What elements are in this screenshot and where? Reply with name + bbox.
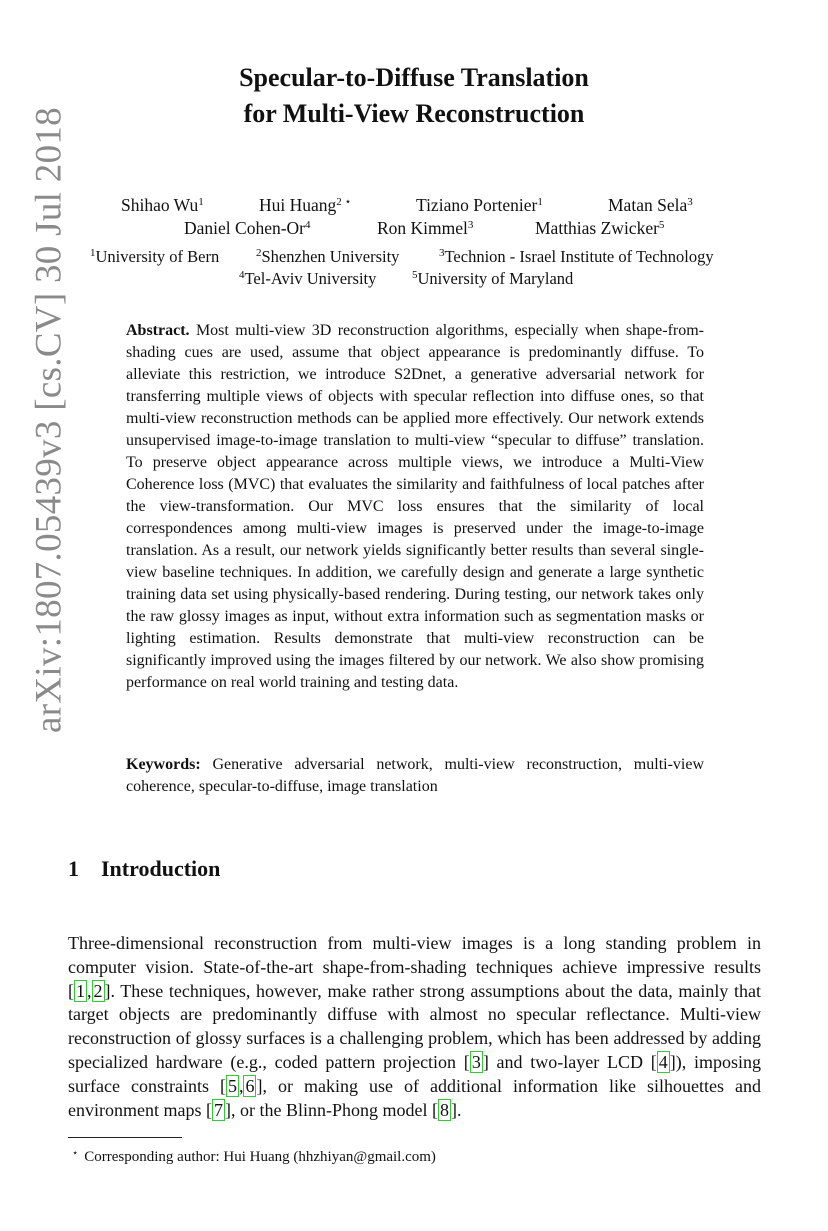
citation-link[interactable]: 7	[213, 1099, 223, 1120]
footnote-mark: ⋆	[72, 1148, 79, 1159]
keywords-label: Keywords:	[126, 756, 201, 773]
author-4: Matan Sela$^3$	[608, 195, 693, 215]
citation-link[interactable]: 3	[471, 1051, 481, 1072]
abstract-text: Most multi-view 3D reconstruction algorithms, especially when shape-from-shading cues are used, assume that object appearance is predominantly diffuse. To alleviate this restriction, we introduce S2Dnet, a generative adversarial network for transferring multiple views of objects with specular reflection into diffuse ones, so that multi-view reconstruction methods can be applied more effectively. Our network extends unsupervised image-to-image translation to multi-view “specular to diffuse” translation. To preserve object appearance across multiple views, we introduce a Multi-View Coherence loss (MVC) that evaluates the similarity and faithfulness of local patches after the view-transformation. Our MVC loss ensures that the similarity of local correspondences among multi-view images is preserved under the image-to-image translation. As a result, our network yields significantly better results than several single-view baseline techniques. In addition, we carefully design and generate a large synthetic training data set using physically-based rendering. During testing, our network takes only the raw glossy images as input, without extra information such as segmentation masks or lighting estimation. Results demonstrate that multi-view reconstruction can be significantly improved using the images filtered by our network. We also show promising performance on real world training and testing data.	[126, 322, 705, 691]
citation-link[interactable]: 2	[93, 980, 103, 1001]
arxiv-identifier: arXiv:1807.05439v3 [cs.CV] 30 Jul 2018	[28, 107, 70, 733]
affiliation-2: $^2$Shenzhen University	[256, 247, 400, 266]
author-1: Shihao Wu$^1$	[121, 195, 204, 215]
citation-link[interactable]: 1	[76, 980, 85, 1001]
arxiv-sidebar	[22, 60, 76, 780]
abstract	[126, 320, 704, 694]
affiliation-3: $^3$Technion - Israel Institute of Technology	[439, 247, 714, 266]
author-7: Matthias Zwicker$^5$	[535, 218, 665, 238]
footnote	[72, 1148, 436, 1166]
citation-link[interactable]: 5	[227, 1075, 237, 1096]
keywords	[126, 754, 704, 798]
section-heading	[68, 856, 220, 882]
section-title: Introduction	[101, 856, 221, 881]
abstract-label: Abstract.	[126, 322, 190, 339]
section-number: 1	[68, 856, 79, 881]
paper-title-line-2: for Multi-View Reconstruction	[243, 99, 585, 128]
author-2: Hui Huang$^{2 ⋆}$	[259, 195, 352, 215]
citation-link[interactable]: 8	[439, 1099, 449, 1120]
footnote-text: Corresponding author: Hui Huang (hhzhiyan@gmail.com)	[84, 1149, 436, 1165]
affiliation-4: $^4$Tel-Aviv University	[239, 269, 377, 288]
affiliation-5: $^5$University of Maryland	[412, 269, 574, 288]
author-5: Daniel Cohen-Or$^4$	[184, 218, 311, 238]
author-3: Tiziano Portenier$^1$	[416, 195, 543, 215]
affiliation-1: $^1$University of Bern	[90, 247, 220, 266]
author-6: Ron Kimmel$^3$	[377, 218, 474, 238]
keywords-text: Generative adversarial network, multi-view reconstruction, multi-view coherence, specular-to-diffuse, image translation	[126, 756, 705, 795]
citation-link[interactable]: 4	[658, 1051, 668, 1072]
paper-title-line-1: Specular-to-Diffuse Translation	[239, 63, 589, 92]
intro-paragraph: Three-dimensional reconstruction from multi-view images is a long standing problem in computer vision. State-of-the-art shape-from-shading techniques achieve impressive results [ 1 , 2 ]. These techniques, however, make rather strong assumptions about the data, mainly that target objects are predominantly diffuse with almost no specular reflectance. Multi-view reconstruction of glossy surfaces is a challenging problem, which has been addressed by adding specialized hardware (e.g., coded pattern projection [ 3 ] and two-layer LCD [ 4 ]), imposing surface constraints [ 5 , 6 ], or making use of additional information like silhouettes and environment maps [ 7 ], or the Blinn-Phong model [ 8 ].	[68, 933, 761, 1120]
citation-link[interactable]: 6	[245, 1075, 255, 1096]
footnote-divider	[68, 1137, 182, 1138]
